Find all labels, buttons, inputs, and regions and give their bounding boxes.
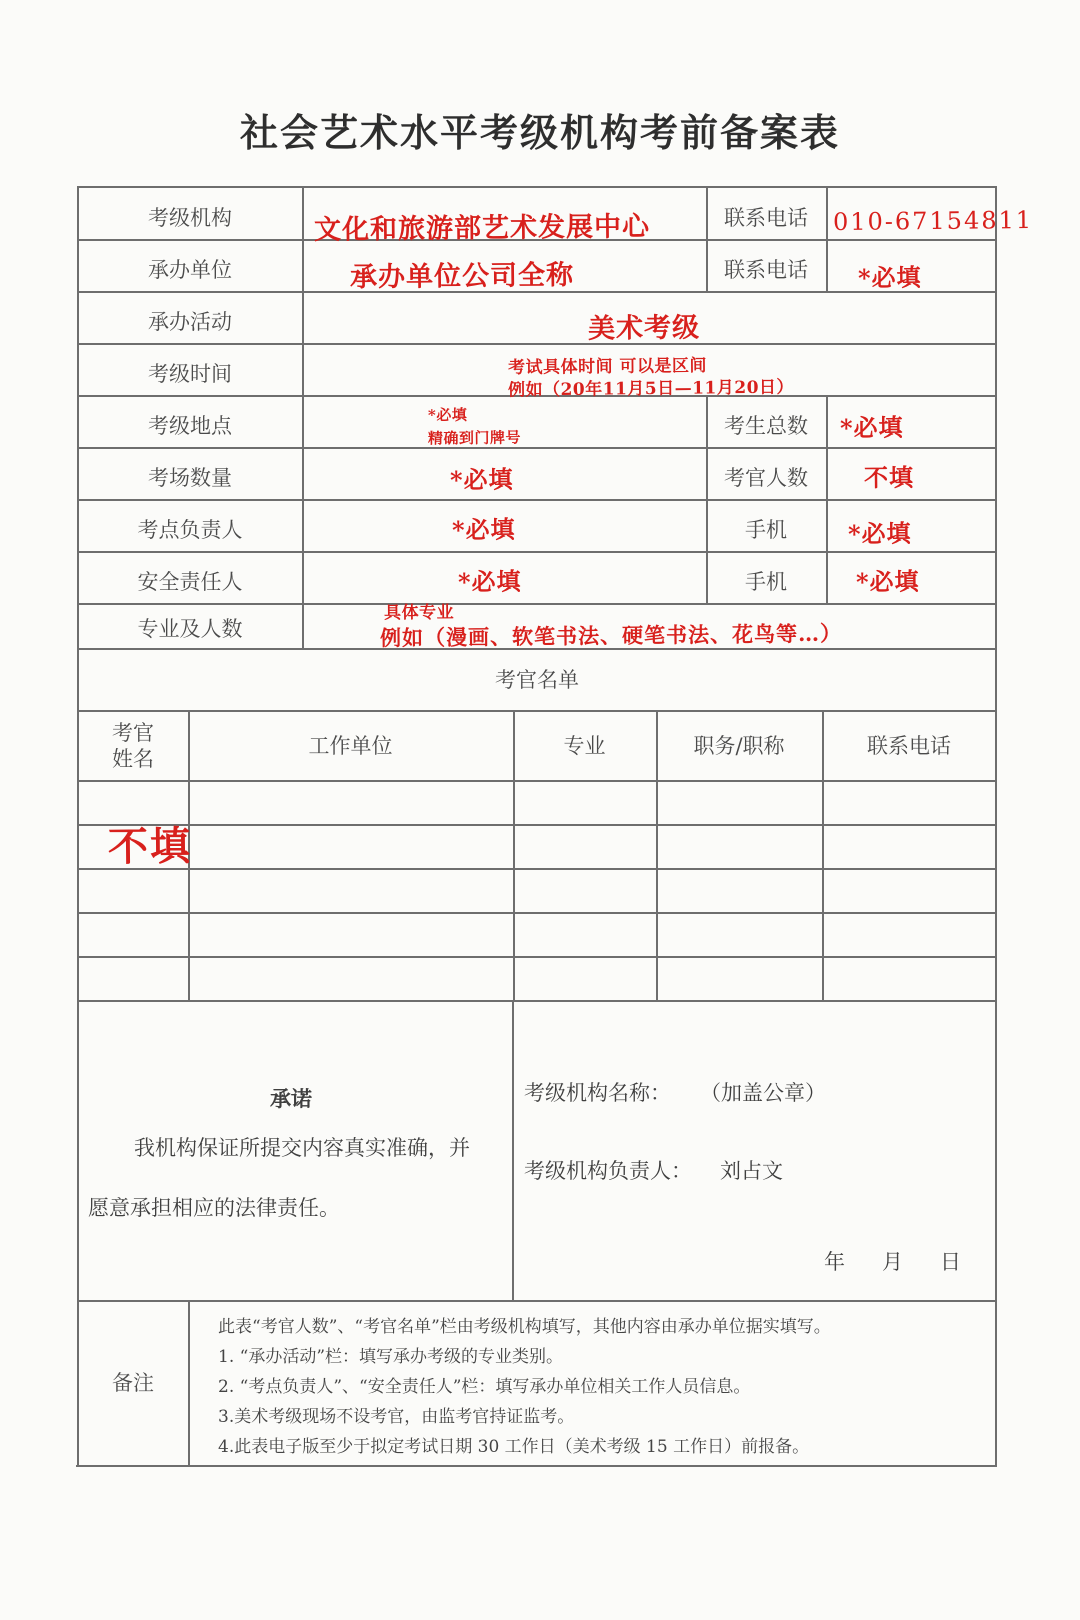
candidates-value: *必填 [839,412,904,443]
col-header-major: 专业 [563,733,606,758]
col-line-phone-value [826,395,828,603]
safety-lead-label: 安全责任人 [137,569,243,594]
exam-org-value: 文化和旅游部艺术发展中心 [313,211,651,246]
date-year: 年 [824,1250,845,1274]
mobile2-value: *必填 [855,566,920,597]
col-header-name-line2: 姓名 [112,747,154,771]
examiner-list-heading: 考官名单 [495,667,579,692]
table-border-right [995,186,997,1467]
remarks-line: 1. “承办活动”栏：填写承办考级的专业类别。 [218,1347,564,1367]
date-day: 日 [940,1250,961,1274]
col-line [512,1000,514,1300]
phone1-value: 010-67154811 [832,205,1034,237]
phone1-label: 联系电话 [724,205,808,230]
safety-lead-value: *必填 [457,566,522,597]
row-line [78,1000,996,1002]
remarks-line: 2. “考点负责人”、“安全责任人”栏：填写承办单位相关工作人员信息。 [218,1377,751,1397]
org-lead-label: 考级机构负责人： [524,1159,692,1183]
pledge-text-line1: 我机构保证所提交内容真实准确，并 [134,1136,470,1160]
rooms-value: *必填 [449,464,514,495]
majors-value-line1: 具体专业 [383,602,455,624]
place-value-line2: 精确到门牌号 [427,428,522,448]
time-label: 考级时间 [148,361,232,386]
org-name-hint: （加盖公章） [700,1081,826,1105]
col-line-label [302,186,304,648]
col-header-phone: 联系电话 [867,733,951,758]
host-value: 承办单位公司全称 [349,259,575,294]
form-title: 社会艺术水平考级机构考前备案表 [239,111,840,155]
col-line [188,1300,190,1466]
place-label: 考级地点 [148,413,232,438]
time-value-line2: 例如（20年11月5日—11月20日） [507,377,795,401]
table-border-bottom [76,1465,996,1467]
host-label: 承办单位 [148,257,232,282]
row-line [78,780,996,782]
examiners-value: 不填 [863,462,915,493]
candidates-label: 考生总数 [724,413,808,438]
remarks-line: 4.此表电子版至少于拟定考试日期 30 工作日（美术考级 15 工作日）前报备。 [218,1437,810,1457]
row-line [78,868,996,870]
remarks-line: 3.美术考级现场不设考官，由监考官持证监考。 [218,1407,575,1427]
col-header-name [78,712,188,780]
majors-value-line2: 例如（漫画、软笔书法、硬笔书法、花鸟等…） [379,620,843,651]
time-value-line1: 考试具体时间 可以是区间 [507,355,708,379]
table-border-top [78,186,996,188]
site-lead-label: 考点负责人 [137,517,243,542]
majors-label: 专业及人数 [137,616,243,641]
activity-value: 美术考级 [587,312,701,345]
col-line-phone-value [826,186,828,291]
rooms-label: 考场数量 [148,465,232,490]
col-header-name-line1: 考官 [112,720,154,745]
mobile2-label: 手机 [745,569,787,594]
mobile1-value: *必填 [847,518,912,549]
row-line [78,824,996,826]
date-month: 月 [882,1250,903,1274]
row-line [78,956,996,958]
remarks-label: 备注 [112,1370,154,1395]
row-line [78,1300,996,1302]
exam-org-label: 考级机构 [148,205,232,230]
remarks-line: 此表“考官人数”、“考官名单”栏由考级机构填写，其他内容由承办单位据实填写。 [218,1317,831,1337]
org-lead-name: 刘占文 [720,1159,783,1183]
activity-label: 承办活动 [148,309,232,334]
col-header-title: 职务/职称 [693,733,785,758]
phone2-value: *必填 [857,262,922,293]
mobile1-label: 手机 [745,517,787,542]
site-lead-value: *必填 [451,514,516,545]
col-header-unit: 工作单位 [308,733,393,758]
org-name-label: 考级机构名称： [524,1081,671,1105]
examiner-list-handwritten-note: 不填 [107,822,193,871]
place-value-line1: *必填 [427,405,468,425]
pledge-heading: 承诺 [270,1086,312,1111]
examiners-label: 考官人数 [724,465,808,490]
pledge-text-line2: 愿意承担相应的法律责任。 [88,1196,340,1220]
row-line [78,912,996,914]
phone2-label: 联系电话 [724,257,808,282]
